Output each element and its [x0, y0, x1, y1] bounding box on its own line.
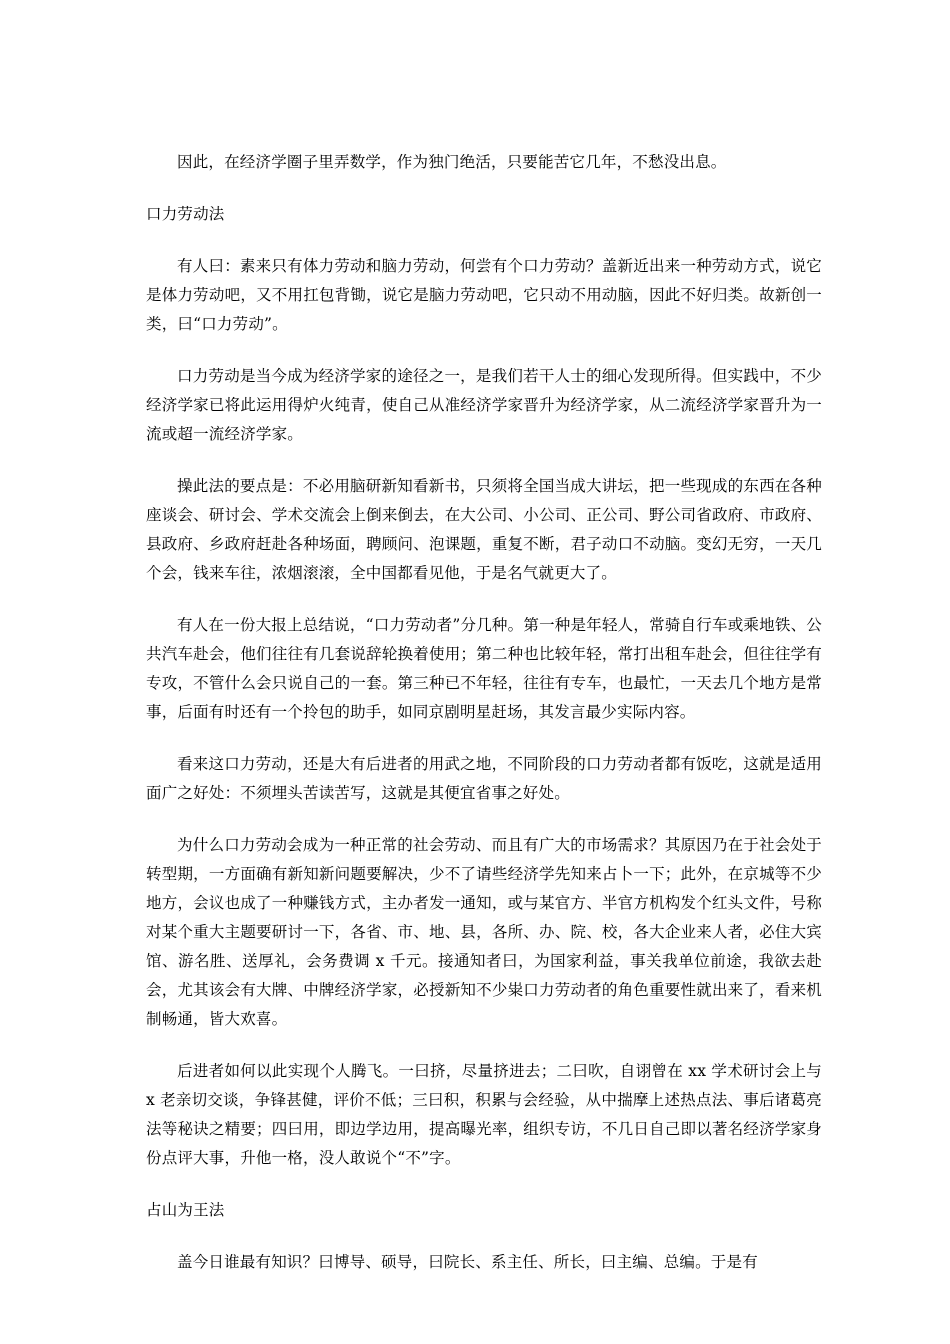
document-page: [146, 148, 822, 1277]
section-heading-zhanshan: 占山为王法: [146, 1201, 225, 1219]
paragraph: 盖今日谁最有知识？曰博导、硕导，曰院长、系主任、所长，曰主编、总编。于是有: [177, 1253, 758, 1271]
paragraph: 有人曰：素来只有体力劳动和脑力劳动，何尝有个口力劳动？盖新近出来一种劳动方式，说它是体力劳动吧，又不用扛包背锄，说它是脑力劳动吧，它只动不用动脑，因此不好归类。故新创一类，曰“口力劳动”。: [146, 257, 822, 333]
paragraph: 操此法的要点是：不必用脑研新知看新书，只须将全国当成大讲坛，把一些现成的东西在各种座谈会、研讨会、学术交流会上倒来倒去，在大公司、小公司、正公司、野公司省政府、市政府、县政府、乡政府赶赴各种场面，聘顾问、泡课题，重复不断，君子动口不动脑。变幻无穷，一天几个会，钱来车往，浓烟滚滚，全中国都看见他，于是名气就更大了。: [146, 477, 822, 582]
paragraph: 为什么口力劳动会成为一种正常的社会劳动、而且有广大的市场需求？其原因乃在于社会处于转型期，一方面确有新知新问题要解决，少不了请些经济学先知来占卜一下；此外，在京城等不少地方，会议也成了一种赚钱方式，主办者发一通知，或与某官方、半官方机构发个红头文件，号称对某个重大主题要研讨一下，各省、市、地、县，各所、办、院、校，各大企业来人者，必住大宾馆、游名胜、送厚礼，会务费调 x 千元。接通知者曰，为国家利益，事关我单位前途，我欲去赴会，尤其该会有大牌、中牌经济学家，必授新知不少粜口力劳动者的角色重要性就出来了，看来机制畅通，皆大欢喜。: [146, 836, 822, 1028]
paragraph: 口力劳动是当今成为经济学家的途径之一，是我们若干人士的细心发现所得。但实践中，不少经济学家已将此运用得炉火纯青，使自己从准经济学家晋升为经济学家，从二流经济学家晋升为一流或超一流经济学家。: [146, 367, 822, 443]
paragraph: 看来这口力劳动，还是大有后进者的用武之地，不同阶段的口力劳动者都有饭吃，这就是适用面广之好处：不须埋头苦读苦写，这就是其便宜省事之好处。: [146, 755, 822, 802]
paragraph: 有人在一份大报上总结说，“口力劳动者”分几种。第一种是年轻人，常骑自行车或乘地铁、公共汽车赴会，他们往往有几套说辞轮换着使用；第二种也比较年轻，常打出租车赴会，但往往学有专攻，不管什么会只说自己的一套。第三种已不年轻，往往有专车，也最忙，一天去几个地方是常事，后面有时还有一个拎包的助手，如同京剧明星赶场，其发言最少实际内容。: [146, 616, 822, 721]
paragraph: 后进者如何以此实现个人腾飞。一曰挤，尽量挤进去；二曰吹，自诩曾在 xx 学术研讨会上与 x 老亲切交谈，争锋甚健，评价不低；三曰积，积累与会经验，从中揣摩上述热点法、事后诸葛亮法等秘诀之精要；四曰用，即边学边用，提高曝光率，组织专访，不几日自己即以著名经济学家身份点评大事，升他一格，没人敢说个“不”字。: [146, 1062, 822, 1167]
section-heading-kouli: 口力劳动法: [146, 205, 225, 223]
paragraph-intro: 因此，在经济学圈子里弄数学，作为独门绝活，只要能苦它几年，不愁没出息。: [177, 153, 727, 171]
